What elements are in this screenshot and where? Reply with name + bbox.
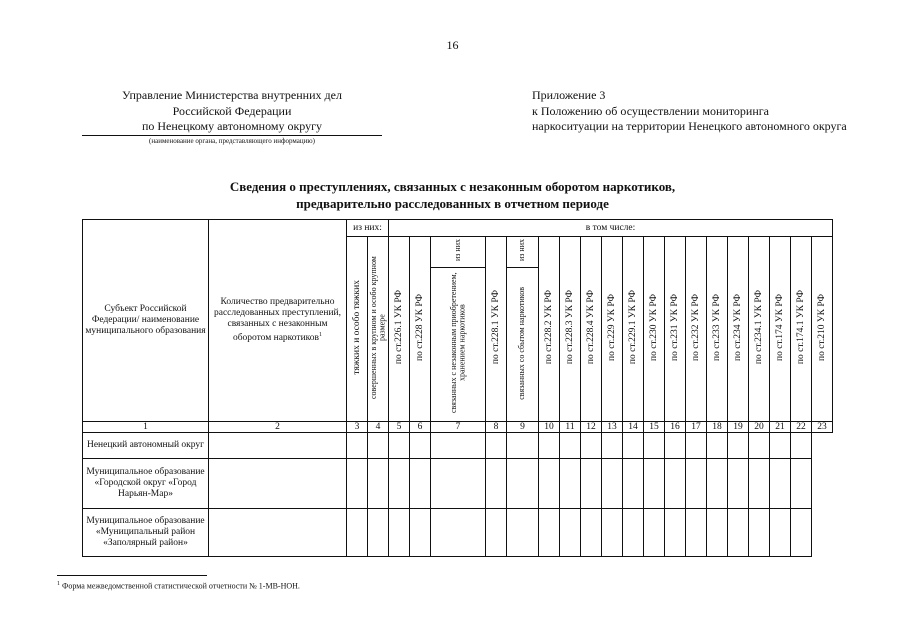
- cell-input[interactable]: [707, 433, 728, 459]
- header-right-block: [532, 88, 892, 135]
- header-v-tom-chisle: в том числе:: [389, 220, 833, 237]
- column-numbers-row: [83, 422, 833, 433]
- cell-input[interactable]: [602, 433, 623, 459]
- cell-input[interactable]: [728, 433, 749, 459]
- row-label-zapolyarny: Муниципальное образование «Муниципальный район «Заполярный район»: [83, 509, 209, 557]
- table-row: [83, 433, 833, 459]
- header-subject: Субъект Российской Федерации/ наименование муниципального образования: [83, 220, 209, 422]
- cell-input[interactable]: [486, 509, 507, 557]
- header-right-line3: наркоситуации на территории Ненецкого автономного округа: [532, 119, 847, 133]
- title-line1: Сведения о преступлениях, связанных с незаконным оборотом наркотиков,: [229, 179, 676, 194]
- row-label-nao: Ненецкий автономный округ: [83, 433, 209, 459]
- cell-input[interactable]: [347, 459, 368, 509]
- column-number: 11: [560, 422, 581, 433]
- cell-input[interactable]: [389, 509, 410, 557]
- column-number: 10: [539, 422, 560, 433]
- header-article-21: по ст.174 УК РФ: [770, 237, 791, 422]
- header-article-10: по ст.228.2 УК РФ: [539, 237, 560, 422]
- header-iz-nih-small-1: из них: [431, 237, 486, 268]
- column-number: 21: [770, 422, 791, 433]
- cell-input[interactable]: [791, 433, 812, 459]
- header-left-block: [82, 88, 382, 146]
- header-left-line2: Российской Федерации: [172, 103, 292, 118]
- cell-input[interactable]: [507, 509, 539, 557]
- header-col3: тяжких и особо тяжких: [347, 237, 368, 422]
- header-article-13: по ст.229 УК РФ: [602, 237, 623, 422]
- cell-input[interactable]: [770, 509, 791, 557]
- header-article-17: по ст.232 УК РФ: [686, 237, 707, 422]
- cell-input[interactable]: [623, 433, 644, 459]
- header-article-11: по ст.228.3 УК РФ: [560, 237, 581, 422]
- header-article-16: по ст.231 УК РФ: [665, 237, 686, 422]
- cell-input[interactable]: [791, 509, 812, 557]
- header-article-20: по ст.234.1 УК РФ: [749, 237, 770, 422]
- column-number: 6: [410, 422, 431, 433]
- cell-input[interactable]: [707, 509, 728, 557]
- header-col7: связанных с незаконным приобретением, хранением наркотиков: [431, 268, 486, 422]
- cell-input[interactable]: [707, 459, 728, 509]
- column-number: 2: [209, 422, 347, 433]
- header-col5: по ст.226.1 УК РФ: [389, 237, 410, 422]
- cell-input[interactable]: [791, 459, 812, 509]
- column-number: 3: [347, 422, 368, 433]
- header-count: [209, 220, 347, 422]
- table-row: [83, 509, 833, 557]
- cell-input[interactable]: [602, 509, 623, 557]
- cell-input[interactable]: [507, 433, 539, 459]
- cell-input[interactable]: [209, 433, 347, 459]
- cell-input[interactable]: [347, 509, 368, 557]
- cell-input[interactable]: [770, 459, 791, 509]
- column-number: 1: [83, 422, 209, 433]
- column-number: 12: [581, 422, 602, 433]
- cell-input[interactable]: [410, 509, 431, 557]
- column-number: 17: [686, 422, 707, 433]
- cell-input[interactable]: [644, 433, 665, 459]
- cell-input[interactable]: [623, 459, 644, 509]
- header-article-19: по ст.234 УК РФ: [728, 237, 749, 422]
- footnote: [57, 581, 300, 591]
- cell-input[interactable]: [686, 433, 707, 459]
- cell-input[interactable]: [749, 459, 770, 509]
- header-right-line1: Приложение 3: [532, 88, 606, 102]
- header-left-line1: Управление Министерства внутренних дел: [122, 88, 342, 102]
- cell-input[interactable]: [368, 509, 389, 557]
- column-number: 14: [623, 422, 644, 433]
- cell-input[interactable]: [623, 509, 644, 557]
- column-number: 22: [791, 422, 812, 433]
- cell-input[interactable]: [486, 433, 507, 459]
- cell-input[interactable]: [410, 459, 431, 509]
- header-col4: совершенных в крупном и особо крупном размере: [368, 237, 389, 422]
- cell-input[interactable]: [749, 433, 770, 459]
- header-count-footnote-mark: 1: [319, 331, 323, 338]
- column-number: 15: [644, 422, 665, 433]
- cell-input[interactable]: [539, 433, 560, 459]
- cell-input[interactable]: [602, 459, 623, 509]
- cell-input[interactable]: [209, 459, 347, 509]
- document-title: [0, 178, 905, 212]
- header-count-text: Количество предварительно расследованных преступлений, связанных с незаконным оборотом наркотиков: [213, 296, 342, 344]
- header-article-18: по ст.233 УК РФ: [707, 237, 728, 422]
- cell-input[interactable]: [686, 459, 707, 509]
- cell-input[interactable]: [431, 459, 486, 509]
- cell-input[interactable]: [560, 509, 581, 557]
- cell-input[interactable]: [347, 433, 368, 459]
- cell-input[interactable]: [644, 509, 665, 557]
- column-number: 13: [602, 422, 623, 433]
- cell-input[interactable]: [389, 433, 410, 459]
- column-number: 5: [389, 422, 410, 433]
- cell-input[interactable]: [486, 459, 507, 509]
- column-number: 7: [431, 422, 486, 433]
- footnote-text: Форма межведомственной статистической отчетности № 1-МВ-НОН.: [62, 581, 300, 591]
- header-article-22: по ст.174.1 УК РФ: [791, 237, 812, 422]
- header-left-line3: по Ненецкому автономному округу: [82, 119, 382, 136]
- cell-input[interactable]: [644, 459, 665, 509]
- table-row: [83, 459, 833, 509]
- cell-input[interactable]: [368, 459, 389, 509]
- header-article-14: по ст.229.1 УК РФ: [623, 237, 644, 422]
- header-col6: по ст.228 УК РФ: [410, 237, 431, 422]
- page-number: 16: [446, 38, 459, 52]
- header-right-line2: к Положению об осуществлении мониторинга: [532, 103, 770, 118]
- cell-input[interactable]: [368, 433, 389, 459]
- column-number: 18: [707, 422, 728, 433]
- row-label-naryan-mar: Муниципальное образование «Городской округ «Город Нарьян-Мар»: [83, 459, 209, 509]
- column-number: 23: [812, 422, 833, 433]
- header-article-15: по ст.230 УК РФ: [644, 237, 665, 422]
- statistics-table: [82, 219, 833, 557]
- cell-input[interactable]: [539, 509, 560, 557]
- column-number: 19: [728, 422, 749, 433]
- cell-input[interactable]: [749, 509, 770, 557]
- header-col8: по ст.228.1 УК РФ: [486, 237, 507, 422]
- footnote-mark: 1: [57, 581, 60, 587]
- cell-input[interactable]: [560, 433, 581, 459]
- header-article-23: по ст.210 УК РФ: [812, 237, 833, 422]
- cell-input[interactable]: [581, 433, 602, 459]
- cell-input[interactable]: [665, 433, 686, 459]
- column-number: 8: [486, 422, 507, 433]
- header-left-note: (наименование органа, представляющего информацию): [149, 136, 315, 145]
- column-number: 4: [368, 422, 389, 433]
- cell-input[interactable]: [410, 433, 431, 459]
- column-number: 20: [749, 422, 770, 433]
- cell-input[interactable]: [665, 509, 686, 557]
- cell-input[interactable]: [665, 459, 686, 509]
- cell-input[interactable]: [539, 459, 560, 509]
- cell-input[interactable]: [686, 509, 707, 557]
- title-line2: предварительно расследованных в отчетном периоде: [296, 196, 609, 211]
- header-article-12: по ст.228.4 УК РФ: [581, 237, 602, 422]
- cell-input[interactable]: [209, 509, 347, 557]
- header-iz-nih-small-2: из них: [507, 237, 539, 268]
- cell-input[interactable]: [507, 459, 539, 509]
- column-number: 16: [665, 422, 686, 433]
- header-iz-nih: из них:: [347, 220, 389, 237]
- cell-input[interactable]: [728, 459, 749, 509]
- cell-input[interactable]: [431, 509, 486, 557]
- cell-input[interactable]: [389, 459, 410, 509]
- cell-input[interactable]: [431, 433, 486, 459]
- cell-input[interactable]: [728, 509, 749, 557]
- cell-input[interactable]: [560, 459, 581, 509]
- footnote-divider: [57, 575, 207, 576]
- header-col9: связанных со сбытом наркотиков: [507, 268, 539, 422]
- cell-input[interactable]: [581, 509, 602, 557]
- cell-input[interactable]: [581, 459, 602, 509]
- column-number: 9: [507, 422, 539, 433]
- cell-input[interactable]: [770, 433, 791, 459]
